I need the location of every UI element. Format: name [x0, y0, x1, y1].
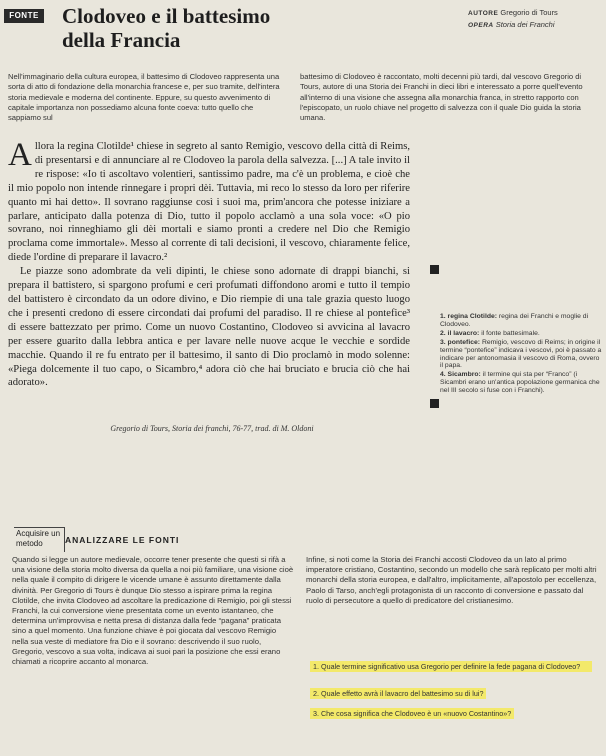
source-text: [8, 137, 410, 390]
work-line: [468, 20, 555, 31]
method-tag: Acquisire un metodo: [14, 527, 65, 552]
author-label: AUTORE: [468, 10, 499, 17]
source-citation: Gregorio di Tours, Storia dei franchi, 76-77, trad. di M. Oldoni: [110, 424, 314, 433]
note-4: 4. Sicambro: il termine qui sta per “Franco” (i Sicambri erano un'antica popolazione germanica che nel III secolo si fuse con i Franchi).: [440, 371, 600, 395]
question-3: 3. Che cosa significa che Clodoveo è un «nuovo Costantino»?: [310, 708, 514, 719]
intro-text-left: Nell'immaginario della cultura europea, il battesimo di Clodoveo rappresenta una sorta di atto di fondazione della monarchia francese e, per suo tramite, dell'intera storia medievale e moderna del continente. Eppure, su questo avvenimento di capitale importanza non possediamo alcuna fonte coeva: tutto quello che sappiamo sul: [8, 72, 280, 123]
drop-cap: A: [8, 137, 32, 173]
paragraph-2: Le piazze sono adombrate da veli dipinti, le chiese sono adornate di drappi bianchi, si prepara il battistero, si spargono profumi e ceri profumati diffondono aromi e tutto il tempio del battistero è circondato da un odore divino, e Dio riempie di una tale grazia questo luogo che i presenti credono di essere circondati dai profumi del paradiso. Il re chiese al pontefice³ di essere battezzato per primo. Come un nuovo Costantino, Clodoveo si avvicina al lavacro per essere guarito dalla lebbra antica e per lavare nelle nuove acque le vecchie e sordide macchie. Quando il re fu entrato per il battesimo, il santo di Dio proclamò in modo solenne: «Piega dolcemente il tuo capo, o Sicambro,⁴ adora ciò che hai bruciato e brucia ciò che hai adorato».: [8, 266, 410, 389]
title-line-1: Clodoveo e il battesimo: [62, 4, 271, 28]
glossary-notes: [440, 313, 602, 396]
work-title: Storia dei Franchi: [495, 20, 555, 29]
page-title: [62, 4, 462, 52]
question-1: 1. Quale termine significativo usa Gregorio per definire la fede pagana di Clodoveo?: [310, 661, 592, 672]
author-name: Gregorio di Tours: [500, 8, 558, 17]
note-marker-icon: [430, 265, 439, 274]
section-title: ANALIZZARE LE FONTI: [65, 535, 180, 545]
note-2: 2. il lavacro: il fonte battesimale.: [440, 329, 540, 337]
analysis-text-left: Quando si legge un autore medievale, occorre tener presente che questi si rifà a una visione della storia molto diversa da quella a noi più familiare, una visione cioè nella quale il compito di dirigere le vicende umane è assunto direttamente dalla divinità. Per Gregorio di Tours è dunque Dio stesso a ispirare prima la regina Clotilde, che invita Clodoveo ad ascoltare la predicazione di Remigio, poi gli stessi Franchi, la cui conversione viene presentata come un evento istantaneo, che determina un'improvvisa e netta presa di distanza dalla fede “pagana” praticata sino a quel momento. Una funzione chiave è poi giocata dal vescovo Remigio nella sua veste di mediatore fra Dio e il sovrano: descrivendo il suo ruolo, Gregorio, vescovo a sua volta, indicava ai suoi pari la posizione che essi erano chiamati a ricoprire accanto al monarca.: [12, 555, 294, 667]
title-line-2: della Francia: [62, 28, 181, 52]
paragraph-1: [8, 137, 410, 265]
question-2: 2. Quale effetto avrà il lavacro del battesimo su di lui?: [310, 688, 486, 699]
note-marker-icon: [430, 399, 439, 408]
work-label: OPERA: [468, 22, 494, 29]
note-3: 3. pontefice: Remigio, vescovo di Reims; in origine il termine “pontefice” indicava i vescovi, poi è passato a indicare per antonomasia il vescovo di Roma, ovvero il papa.: [440, 338, 602, 370]
analysis-text-right: Infine, si noti come la Storia dei Franchi accosti Clodoveo da un lato al primo imperatore cristiano, Costantino, secondo un modello che sarà replicato per molti altri monarchi della storia europea, e dall'altro, implicitamente, all'apostolo per eccellenza, Paolo di Tarso, anch'egli protagonista di un racconto di conversione e passato dal ruolo di persecutore a quello di predicatore del cristianesimo.: [306, 555, 597, 605]
note-1: 1. regina Clotilde: regina dei Franchi e moglie di Clodoveo.: [440, 313, 589, 328]
author-line: [468, 8, 558, 19]
source-badge: FONTE: [4, 9, 44, 23]
paragraph-1-text: llora la regina Clotilde¹ chiese in segreto al santo Remigio, vescovo della città di Reims, di presentarsi e di annunciare al re Clodoveo la parola della salvezza. [...] A tale invito il re rispose: «Io ti ascoltavo volentieri, santissimo padre, ma c'è un problema, e cioè che il mio popolo non intende rinnegare i propri dèi. Tuttavia, mi reco lo stesso da loro per riferire quanto mi hai detto». Il sovrano raggiunse così i suoi ma, prim'ancora che potesse iniziare a parlare, anticipato dalla potenza di Dio, tutto il popolo acclamò a una sola voce: «O pio sovrano, noi rinneghiamo gli dèi mortali e siamo pronti a credere nel Dio che Remigio proclama come immortale». Messo al corrente di tali decisioni, il vescovo, chiaramente felice, diede l'ordine di preparare il lavacro.²: [8, 141, 410, 264]
intro-text-right: battesimo di Clodoveo è raccontato, molti decenni più tardi, dal vescovo Gregorio di Tours, autore di una Storia dei Franchi in dieci libri e interessato a porre quell'evento all'interno di una visione che assegna alla monarchia franca, in stretto rapporto con l'episcopato, un ruolo chiave nel progetto di salvezza con il quale Dio guida la storia umana.: [300, 72, 583, 123]
